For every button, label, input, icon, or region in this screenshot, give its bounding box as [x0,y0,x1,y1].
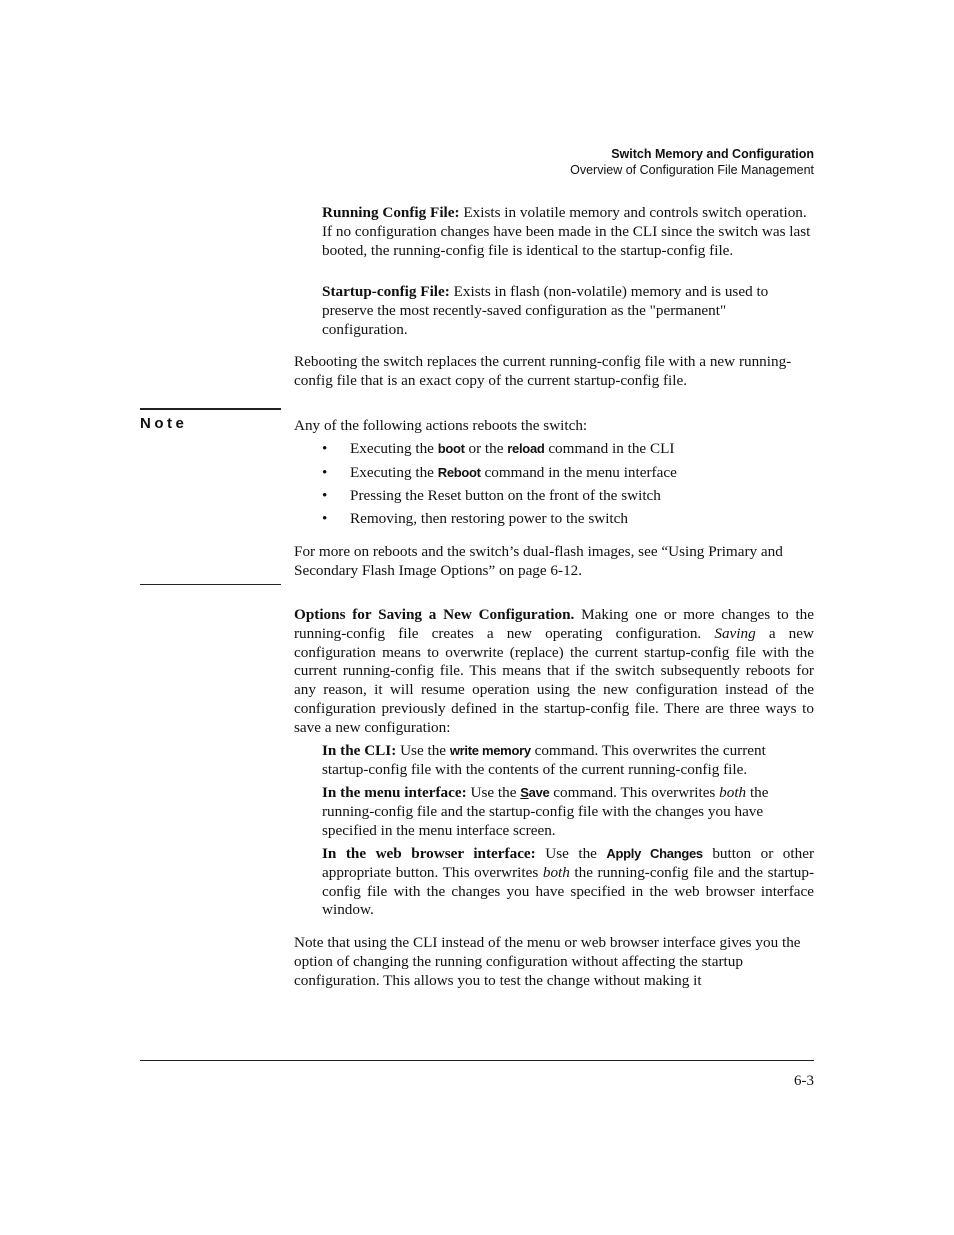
menu-option-label: In the menu interface: [322,784,467,801]
note-bottom-rule [140,584,281,585]
bullet-text: Executing the Reboot command in the menu interface [350,464,677,481]
final-paragraph: Note that using the CLI instead of the menu or web browser interface gives you the option of changing the running configuration without affecting the startup configuration. This allows you to test the change without making it [294,934,801,989]
web-option-label: In the web browser interface: [322,845,536,862]
running-config-paragraph [322,204,814,260]
web-option-paragraph: In the web browser interface: Use the Apply Changes button or other appropriate button. This overwrites both the running-config file and the startup-config file with the changes you have specified in the web browser interface window. [322,845,815,919]
save-command: Save [520,785,550,800]
bullet-text: Executing the boot or the reload command in the CLI [350,440,675,457]
reboot-command: Reboot [437,465,481,480]
reload-command: reload [507,441,545,456]
saving-emphasis: Saving [714,624,756,642]
cli-option-paragraph: In the CLI: Use the write memory command. This overwrites the current startup-config file with the contents of the current running-config file. [322,742,766,778]
bullet-marker: • [322,440,328,457]
running-config-text: Exists in volatile memory and controls switch operation. If no configuration changes have been made in the CLI since the switch was last booted, the running-config file is identical to the startup-config file. [322,204,811,259]
note-more-info: For more on reboots and the switch’s dual-flash images, see “Using Primary and Secondary Flash Image Options” on page 6-12. [294,543,783,579]
note-top-rule [140,408,281,410]
startup-config-text: Exists in flash (non-volatile) memory and is used to preserve the most recently-saved configuration as the "permanent" configuration. [322,283,769,338]
page-number: 6-3 [794,1073,814,1089]
bullet-marker: • [322,510,328,527]
startup-config-label: Startup-config File: [322,283,450,300]
cli-option-label: In the CLI: [322,742,397,759]
note-intro: Any of the following actions reboots the switch: [294,417,588,434]
bullet-marker: • [322,464,328,481]
bullet-text: Removing, then restoring power to the switch [350,510,628,527]
footer-rule [140,1060,814,1061]
boot-command: boot [437,441,465,456]
write-memory-command: write memory [449,743,531,758]
running-header-subtitle: Overview of Configuration File Management [570,163,814,177]
menu-option-paragraph: In the menu interface: Use the Save command. This overwrites both the running-config file and the startup-config file with the changes you have specified in the menu interface screen. [322,784,769,839]
running-header-title: Switch Memory and Configuration [611,147,814,161]
options-heading: Options for Saving a New Configuration. [294,606,575,623]
options-paragraph: Options for Saving a New Configuration. Making one or more changes to the running-config file creates a new operating configuration. Saving a new configuration means to overwrite (replace) the current startup-config file with the current running-config file. This means that if the switch subsequently reboots for any reason, it will resume operation using the new configuration instead of the configuration previously defined in the startup-config file. There are three ways to save a new configuration: [294,606,814,736]
bullet-marker: • [322,487,328,504]
bullet-text: Pressing the Reset button on the front of the switch [350,487,661,504]
note-label: Note [140,415,188,432]
running-config-label: Running Config File: [322,204,460,221]
startup-config-paragraph [322,283,814,339]
reboot-paragraph: Rebooting the switch replaces the current running-config file with a new running-config file that is an exact copy of the current startup-config file. [294,353,792,389]
apply-changes-button-name: Apply Changes [606,846,703,861]
